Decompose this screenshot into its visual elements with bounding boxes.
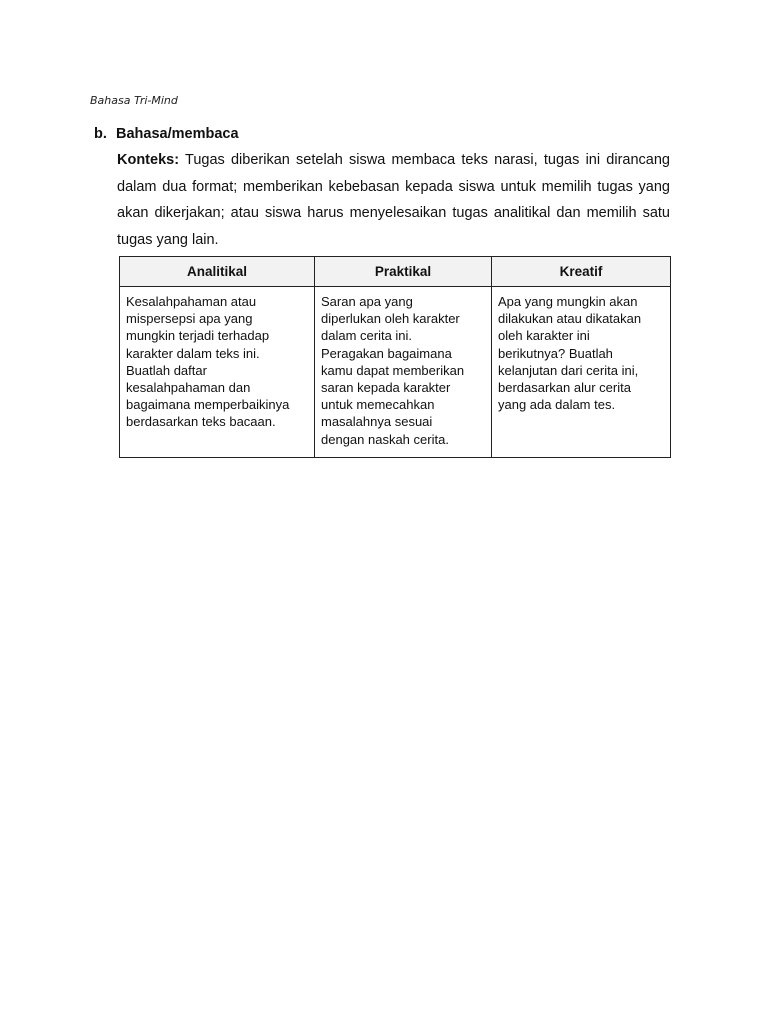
cell-line: berdasarkan alur cerita [498,380,631,396]
cell-line: dengan naskah cerita. [321,431,449,447]
cell-line: Apa yang mungkin akan [498,294,638,309]
cell-line: Kesalahpahaman atau [126,294,257,309]
cell-line: Peragakan bagaimana [321,345,452,361]
cell-line: Saran apa yang [321,294,413,309]
cell-line: karakter dalam teks ini. [126,345,260,361]
cell-line: yang ada dalam tes. [498,397,616,413]
cell-analitikal [120,287,315,458]
document-header: Bahasa Tri-Mind [90,94,178,107]
cell-line: bagaimana memperbaikinya [126,397,290,413]
section-b [94,125,670,253]
cell-line: untuk memecahkan [321,397,435,413]
table-row [120,287,671,458]
header-kreatif: Kreatif [492,257,671,287]
cell-praktikal [315,287,492,458]
cell-line: kelanjutan dari cerita ini, [498,362,639,378]
cell-line: masalahnya sesuai [321,414,433,430]
context-text: Tugas diberikan setelah siswa membaca teks narasi, tugas ini dirancang dalam dua format; memberikan kebebasan kepada siswa untuk memilih tugas yang akan dikerjakan; atau siswa harus menyelesaikan tugas analitikal dan memilih satu tugas yang lain. [117,152,670,248]
cell-line: kesalahpahaman dan [126,380,251,396]
cell-line: berikutnya? Buatlah [498,345,613,361]
header-analitikal: Analitikal [120,257,315,287]
task-table [119,256,671,458]
context-paragraph [117,147,670,253]
cell-line: berdasarkan teks bacaan. [126,414,276,430]
cell-line: oleh karakter ini [498,328,590,344]
cell-line: saran kepada karakter [321,380,451,396]
header-praktikal: Praktikal [315,257,492,287]
cell-line: mungkin terjadi terhadap [126,328,270,344]
section-heading [94,125,670,143]
cell-line: diperlukan oleh karakter [321,311,460,327]
cell-kreatif [492,287,671,458]
cell-line: Buatlah daftar [126,362,207,378]
section-marker: b. [94,126,107,142]
cell-line: mispersepsi apa yang [126,311,253,327]
cell-line: dalam cerita ini. [321,328,413,344]
cell-line: dilakukan atau dikatakan [498,311,642,327]
context-label: Konteks: [117,152,180,168]
section-title: Bahasa/membaca [116,126,239,142]
table-header-row [120,257,671,287]
cell-line: kamu dapat memberikan [321,362,465,378]
